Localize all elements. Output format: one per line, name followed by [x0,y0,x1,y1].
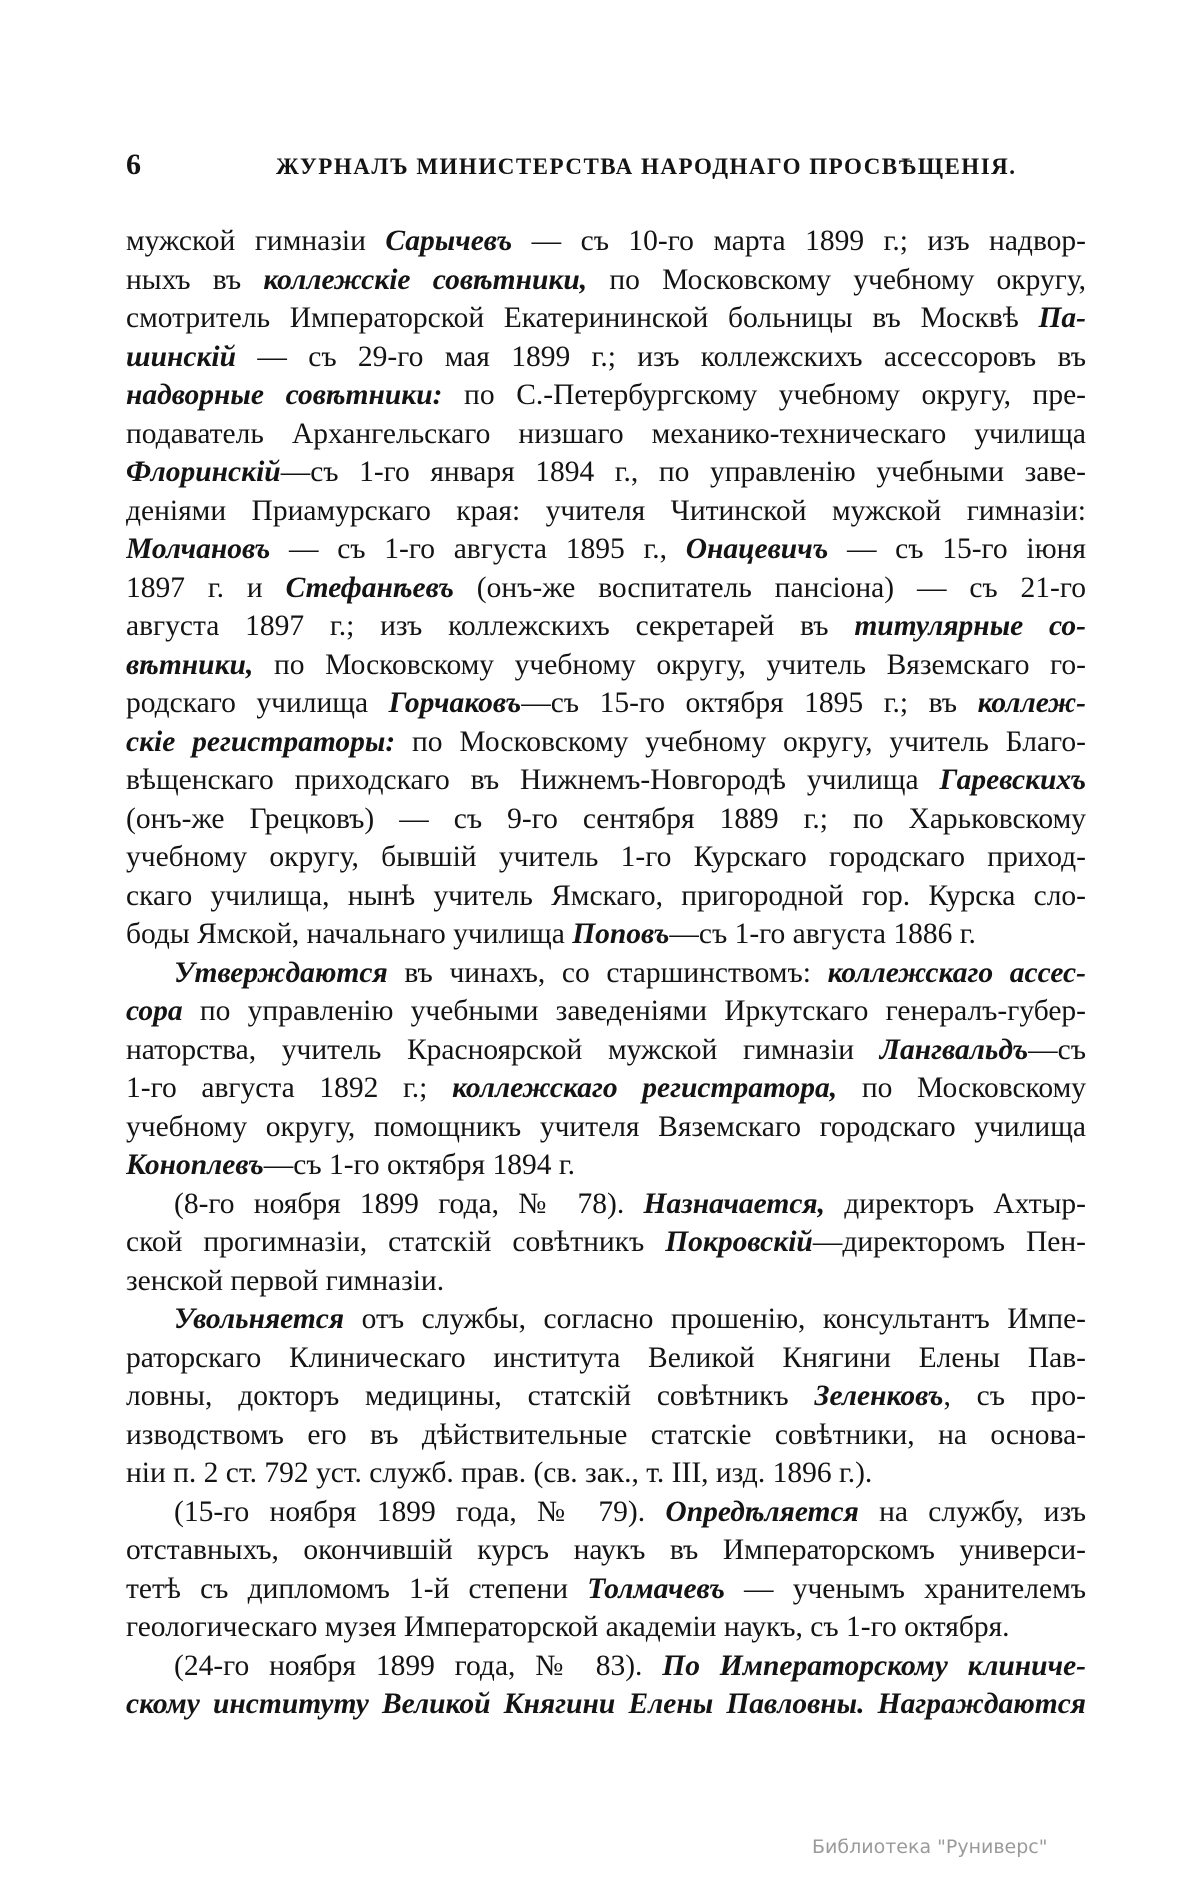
plain-text: отъ службы, согласно прошенiю, консультантъ Импе- [344,1303,1086,1335]
emphasis-text: Покровскiй [665,1226,813,1258]
plain-text: геологическаго музея Императорской академiи наукъ, съ 1-го октября. [126,1611,1010,1643]
text-line [126,838,1086,877]
emphasis-text: По Императорскому клиниче- [662,1649,1086,1682]
text-line [126,1031,1086,1070]
plain-text: отставныхъ, окончившiй курсъ наукъ въ Императорскомъ универси- [126,1534,1086,1566]
plain-text: по Московскому [837,1072,1086,1104]
plain-text: — съ 10-го марта 1899 г.; изъ надвор- [512,225,1086,257]
emphasis-text: Онацевичъ [685,533,829,565]
text-line [126,646,1086,685]
emphasis-text: скiе регистраторы: [126,725,396,758]
plain-text: (онъ-же Грецковъ) — съ 9-го сентября 1889 г.; по Харьковскому [126,802,1086,835]
plain-text: скаго училища, нынѣ учитель Ямскаго, пригородной гор. Курска сло- [126,879,1086,912]
plain-text: — съ 15-го iюня [828,533,1086,565]
plain-text: по Московскому учебному округу, [587,263,1086,296]
plain-text: въ чинахъ, со старшинствомъ: [387,956,828,989]
emphasis-text: Назначается, [643,1187,825,1220]
emphasis-text: вѣтники, [126,648,254,681]
text-line [126,800,1086,839]
emphasis-text: Опредѣляется [665,1495,859,1528]
plain-text: (онъ-же воспитатель пансiона) — съ 21-го [453,571,1086,604]
text-line [126,954,1086,993]
text-line [126,1146,1086,1185]
emphasis-text: Толмачевъ [587,1572,725,1605]
text-line [126,1685,1086,1724]
text-line [126,1531,1086,1570]
plain-text: ныхъ въ [126,263,264,296]
plain-text: родскаго училища [126,687,389,719]
text-line [126,684,1086,723]
emphasis-text: Стефанѣевъ [285,571,454,604]
plain-text: по управленiю учебными заведенiями Иркутскаго генералъ-губер- [182,995,1086,1027]
plain-text: августа 1897 г.; изъ коллежскихъ секретарей въ [126,610,855,642]
plain-text: (8-го ноября 1899 года, № 78). [174,1187,644,1220]
page-number: 6 [126,148,141,181]
plain-text: —съ 1-го октября 1894 г. [263,1149,576,1181]
plain-text: —директоромъ Пен- [812,1226,1086,1258]
text-line [126,338,1086,377]
text-line [126,1339,1086,1378]
plain-text: — съ 29-го мая 1899 г.; изъ коллежскихъ ассессоровъ въ [236,340,1086,373]
emphasis-text: шинскiй [126,340,237,373]
emphasis-text: Увольняется [174,1303,345,1335]
emphasis-text: коллежскаго ассес- [827,956,1086,989]
text-line [126,1493,1086,1532]
text-line [126,1647,1086,1686]
plain-text: ловны, докторъ медицины, статскiй совѣтникъ [126,1380,815,1412]
plain-text: вѣщенскаго приходскаго въ Нижнемъ-Новгородѣ училища [126,764,940,796]
text-line [126,1185,1086,1224]
plain-text: — ученымъ хранителемъ [724,1572,1086,1605]
text-line [126,1262,1086,1301]
emphasis-text: Флоринскiй [126,456,281,488]
text-line [126,992,1086,1031]
text-line [126,453,1086,492]
plain-text: —съ 1-го августа 1886 г. [669,918,976,950]
text-line [126,723,1086,762]
emphasis-text: Утверждаются [174,956,388,989]
emphasis-text: Молчановъ [126,533,271,565]
emphasis-text: Сарычевъ [385,225,513,257]
plain-text: по Московскому учебному округу, учитель Благо- [395,725,1086,758]
plain-text: —съ [1028,1033,1086,1066]
plain-text: тетѣ съ дипломомъ 1-й степени [126,1572,588,1605]
emphasis-text: Лангвальдъ [879,1033,1029,1066]
text-line [126,530,1086,569]
emphasis-text: надворные совѣтники: [126,379,443,411]
plain-text: мужской гимназiи [126,225,386,257]
plain-text: денiями Приамурскаго края: учителя Читинской мужской гимназiи: [126,494,1086,527]
emphasis-text: скому институту Великой Княгини Елены Павловны. Награждаются [126,1688,1086,1720]
emphasis-text: титулярные со- [854,610,1086,642]
text-line [126,222,1086,261]
text-line [126,1377,1086,1416]
plain-text: 1897 г. и [126,571,286,604]
text-line [126,1108,1086,1147]
plain-text: нiи п. 2 ст. 792 уст. служб. прав. (св. зак., т. III, изд. 1896 г.). [126,1457,873,1489]
text-line [126,1223,1086,1262]
plain-text: —съ 1-го января 1894 г., по управленiю учебными заве- [280,456,1086,488]
plain-text: зенской первой гимназiи. [126,1264,445,1297]
text-line [126,376,1086,415]
plain-text: (24-го ноября 1899 года, № 83). [174,1649,663,1682]
emphasis-text: коллеж- [977,687,1086,719]
text-line [126,261,1086,300]
text-line [126,1608,1086,1647]
plain-text: смотритель Императорской Екатерининской больницы въ Москвѣ [126,302,1039,334]
plain-text: учебному округу, бывшiй учитель 1-го Курскаго городскаго приход- [126,841,1086,873]
text-line [126,1300,1086,1339]
emphasis-text: коллежскаго регистратора, [452,1072,838,1104]
text-line [126,915,1086,954]
text-line [126,607,1086,646]
emphasis-text: коллежскiе совѣтники, [263,263,588,296]
text-line [126,1570,1086,1609]
plain-text: раторскаго Клиническаго института Великой Княгини Елены Пав- [126,1341,1086,1374]
emphasis-text: Зеленковъ [814,1380,944,1412]
plain-text: изводствомъ его въ дѣйствительные статскiе совѣтники, на основа- [126,1418,1086,1451]
plain-text: 1-го августа 1892 г.; [126,1072,453,1104]
plain-text: боды Ямской, начальнаго училища [126,918,573,950]
emphasis-text: Па- [1038,302,1086,334]
plain-text: наторства, учитель Красноярской мужской гимназiи [126,1033,880,1066]
text-line [126,299,1086,338]
text-line [126,1069,1086,1108]
text-body [126,222,1086,1724]
plain-text: учебному округу, помощникъ учителя Вяземскаго городскаго училища [126,1110,1086,1143]
plain-text: ской прогимназiи, статскiй совѣтникъ [126,1226,666,1258]
text-line [126,415,1086,454]
text-line [126,1454,1086,1493]
text-line [126,569,1086,608]
text-line [126,877,1086,916]
running-head [126,148,1086,200]
text-line [126,492,1086,531]
book-page [126,148,1086,1724]
emphasis-text: Горчаковъ [388,687,522,719]
text-line [126,761,1086,800]
library-watermark: Библиотека "Руниверс" [812,1836,1048,1858]
plain-text: по Московскому учебному округу, учитель Вяземскаго го- [253,648,1086,681]
emphasis-text: Поповъ [572,918,670,950]
text-line [126,1416,1086,1455]
plain-text: —съ 15-го октября 1895 г.; въ [521,687,978,719]
plain-text: , съ про- [943,1380,1086,1412]
plain-text: (15-го ноября 1899 года, № 79). [174,1495,666,1528]
plain-text: на службу, изъ [858,1495,1086,1528]
plain-text: директоръ Ахтыр- [825,1187,1086,1220]
plain-text: — съ 1-го августа 1895 г., [270,533,686,565]
journal-title: ЖУРНАЛЪ МИНИСТЕРСТВА НАРОДНАГО ПРОСВѢЩЕНIЯ. [276,154,1017,179]
emphasis-text: сора [126,995,183,1027]
plain-text: подаватель Архангельскаго низшаго механико-техническаго училища [126,417,1086,450]
emphasis-text: Коноплевъ [126,1149,264,1181]
emphasis-text: Гаревскихъ [939,764,1086,796]
plain-text: по С.-Петербургскому учебному округу, пре- [442,379,1086,411]
